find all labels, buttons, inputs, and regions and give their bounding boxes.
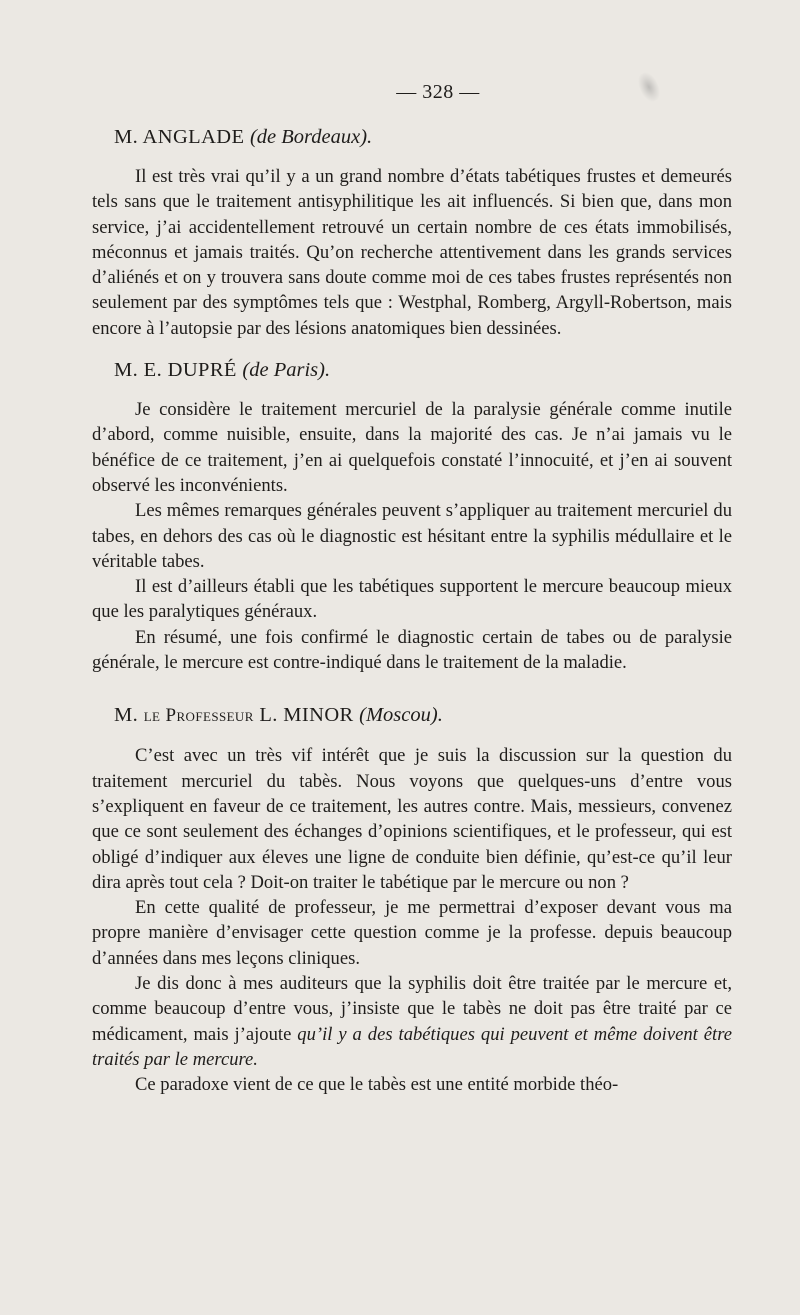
speaker-name: L. MINOR (259, 704, 354, 727)
speaker-heading (114, 124, 732, 150)
speaker-heading (114, 357, 732, 383)
speaker-prefix: M. (114, 704, 139, 727)
paragraph (92, 971, 732, 1072)
speaker-name: M. E. DUPRÉ (114, 359, 237, 382)
paragraph-text: Je dis donc à mes auditeurs que la syphilis doit être traitée par le mercure et, comme beaucoup d’entre vous, j’insiste que le tabès ne doit pas être traité par ce médicament, mais j’ajoute (92, 973, 732, 1045)
paragraph: Il est d’ailleurs établi que les tabétiques supportent le mercure beaucoup mieux que les paralytiques généraux. (92, 576, 732, 623)
speaker-location: (Moscou). (359, 704, 443, 727)
section-anglade (92, 124, 732, 341)
speaker-title: le Professeur (143, 705, 254, 727)
paragraph-italic-text: qu’il y a des tabétiques qui peuvent et même doivent être traités par le mercure. (92, 1023, 732, 1070)
page-number: — 328 — (396, 81, 480, 103)
paragraph: C’est avec un très vif intérêt que je suis la discussion sur la question du traitement mercuriel du tabès. Nous voyons que quelques-uns d’entre vous s’expliquent en faveur de ce traitement, les autres contre. Mais, messieurs, convenez que ce sont seulement des échanges d’opinions scientifiques, et le professeur, qui est obligé d’indiquer aux éleves une ligne de conduite bien définie, qu’est-ce qu’il leur dira après tout cela ? Doit-on traiter le tabétique par le mercure ou non ? (92, 745, 732, 893)
section-minor (92, 702, 732, 1097)
paragraph: En cette qualité de professeur, je me permettrai d’exposer devant vous ma propre manière d’envisager cette question comme je la professe. depuis beaucoup d’années dans mes leçons cliniques. (92, 897, 732, 969)
paragraph: Ce paradoxe vient de ce que le tabès est une entité morbide théo- (135, 1074, 619, 1096)
section-dupre (92, 357, 732, 675)
paragraph: Je considère le traitement mercuriel de la paralysie générale comme inutile d’abord, comme nuisible, ensuite, dans la majorité des cas. Je n’ai jamais vu le bénéfice de ce traitement, j’en ai quelquefois constaté l’innocuité, et j’en ai souvent observé les inconvénients. (92, 399, 732, 496)
paragraph: Les mêmes remarques générales peuvent s’appliquer au traitement mercuriel du tabes, en dehors des cas où le diagnostic est hésitant entre la syphilis médullaire et le véritable tabes. (92, 500, 732, 572)
paragraph: Il est très vrai qu’il y a un grand nombre d’états tabétiques frustes et demeurés tels sans que le traitement antisyphilitique les ait influencés. Si bien que, dans mon service, j’ai accidentellement retrouvé un certain nombre de ces états immobilisés, méconnus et jamais traités. Qu’on recherche attentivement dans les grands services d’aliénés et on y trouvera sans doute comme moi de ces tabes frustes représentés non seulement par des symptômes tels que : Westphal, Romberg, Argyll-Robertson, mais encore à l’autopsie par des lésions anatomiques bien dessinées. (92, 166, 732, 339)
document-page (92, 78, 732, 1098)
paragraph: En résumé, une fois confirmé le diagnostic certain de tabes ou de paralysie générale, le mercure est contre-indiqué dans le traitement de la maladie. (92, 626, 732, 674)
speaker-location: (de Bordeaux). (249, 126, 373, 148)
speaker-heading (114, 702, 732, 729)
speaker-name: M. ANGLADE (114, 126, 245, 148)
speaker-location: (de Paris). (242, 359, 331, 382)
